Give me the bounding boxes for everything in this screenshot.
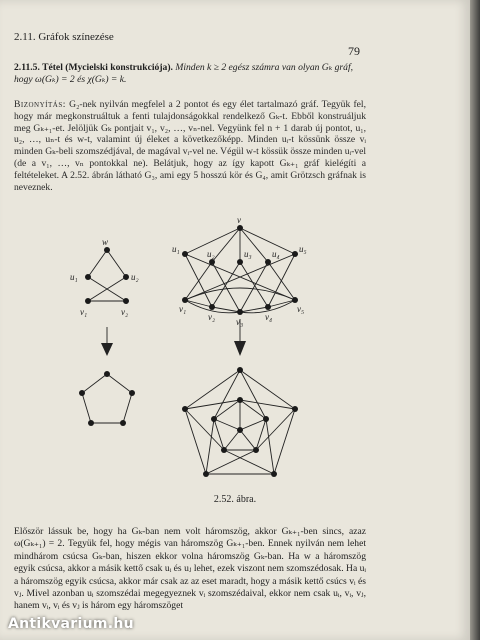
label-right-u4: u₄ (272, 249, 280, 259)
left-edge-w-u2 (107, 250, 126, 277)
continuation-paragraph: Először lássuk be, hogy ha Gₖ-ban nem volt háromszög, akkor Gₖ₊₁-ben sincs, azaz ω(Gₖ₊₁) = 2. Tegyük fel, hogy mégis van háromszög Gₖ₊₁-ben. Ennek nyilván nem lehet mindhárom csúcsa Gₖ-ban, hiszen ekkor volna háromszög Gₖ-ban. Ha w a háromszög egyik csúcsa, akkor a másik kettő csak uᵢ és uⱼ lehet, ezek viszont nem szomszédosak. Ha uᵢ a háromszög egyik csúcsa, akkor már csak az az eset maradt, hogy a másik kettő csúcs vᵢ és vⱼ. Mivel azonban uᵢ szomszédai megegyeznek vᵢ szomszédaival, ekkor nem csak uᵢ, vᵢ, vⱼ, hanem vᵢ, vᵢ és vⱼ is három egy háromszöget (14, 526, 366, 612)
left-vertex-u1 (85, 274, 91, 280)
theorem-body: Minden k ≥ 2 egész számra van olyan Gₖ gráf, hogy ω(Gₖ) = 2 és χ(Gₖ) = k. (14, 62, 354, 85)
label-left-v2: v₂ (121, 307, 129, 317)
label-right-v5: v₅ (297, 304, 305, 314)
proof-label: Bizonyítás: (14, 99, 66, 110)
left-vertex-v2 (123, 298, 129, 304)
label-left-v1: v₁ (80, 307, 88, 317)
label-right-u1: u₁ (172, 244, 180, 254)
right-edge-v1-v2 (185, 300, 212, 307)
label-right-v3: v₃ (236, 317, 244, 327)
label-right-u3: u₃ (244, 249, 252, 259)
label-right-v1: v₁ (179, 304, 187, 314)
label-left-u1: u₁ (70, 272, 78, 282)
left-arrow-head (101, 343, 113, 356)
running-head: 2.11. Gráfok színezése (14, 31, 114, 43)
pentagon-c5 (82, 374, 132, 423)
page-number: 79 (348, 44, 360, 58)
theorem-title: 2.11.5. Tétel (Mycielski konstrukciója). (14, 62, 173, 73)
right-arrow-head (234, 341, 246, 356)
label-left-w: w (102, 237, 109, 247)
label-right-u5: u₅ (299, 244, 307, 254)
label-right-u2: u₂ (207, 249, 215, 259)
left-vertex-w (104, 247, 110, 253)
proof-text: G₂-nek nyilván megfelel a 2 pontot és egy élet tartalmazó gráf. Tegyük fel, hogy már megkonstruáltuk a fenti tulajdonságokkal rendelkező Gₖ-t. Ebből konstruáljuk meg Gₖ₊₁-et. Jelöljük Gₖ pontjait v₁, v₂, …, vₙ-nel. Vegyünk fel n + 1 darab új pontot, u₁, u₂, …, uₙ-t és w-t, valamint új éleket a következőképp. Minden uᵢ-t kössünk össze vᵢ minden Gₖ-beli szomszédjával, de magával vᵢ-vel ne. Végül w-t kössük össze minden uᵢ-vel (de a v₁, …, vₙ pontokkal ne). Belátjuk, hogy az így kapott Gₖ₊₁ gráf kielégíti a feltételeket. A 2.52. ábrán látható G₃, ami egy 5 hosszú kör és G₄, amit Grötzsch gráfnak is neveznek. (14, 99, 366, 193)
right-edge-v4-v5 (268, 300, 295, 307)
right-edge-v1-v5 (185, 288, 295, 300)
left-vertex-u2 (123, 274, 129, 280)
label-right-w: v (237, 215, 241, 225)
left-vertex-v1 (85, 298, 91, 304)
left-edge-w-u1 (88, 250, 107, 277)
label-right-v4: v₄ (265, 312, 273, 322)
label-right-v2: v₂ (208, 312, 216, 322)
label-left-u2: u₂ (131, 272, 139, 282)
right-edge-v2-v3 (212, 307, 240, 312)
figure-caption: 2.52. ábra. (213, 494, 257, 505)
page-fold-shadow (470, 0, 480, 640)
watermark-logo: Antikvarium.hu (8, 616, 134, 632)
right-edge-v3-v4 (240, 307, 268, 312)
right-vertex-w (237, 225, 243, 231)
